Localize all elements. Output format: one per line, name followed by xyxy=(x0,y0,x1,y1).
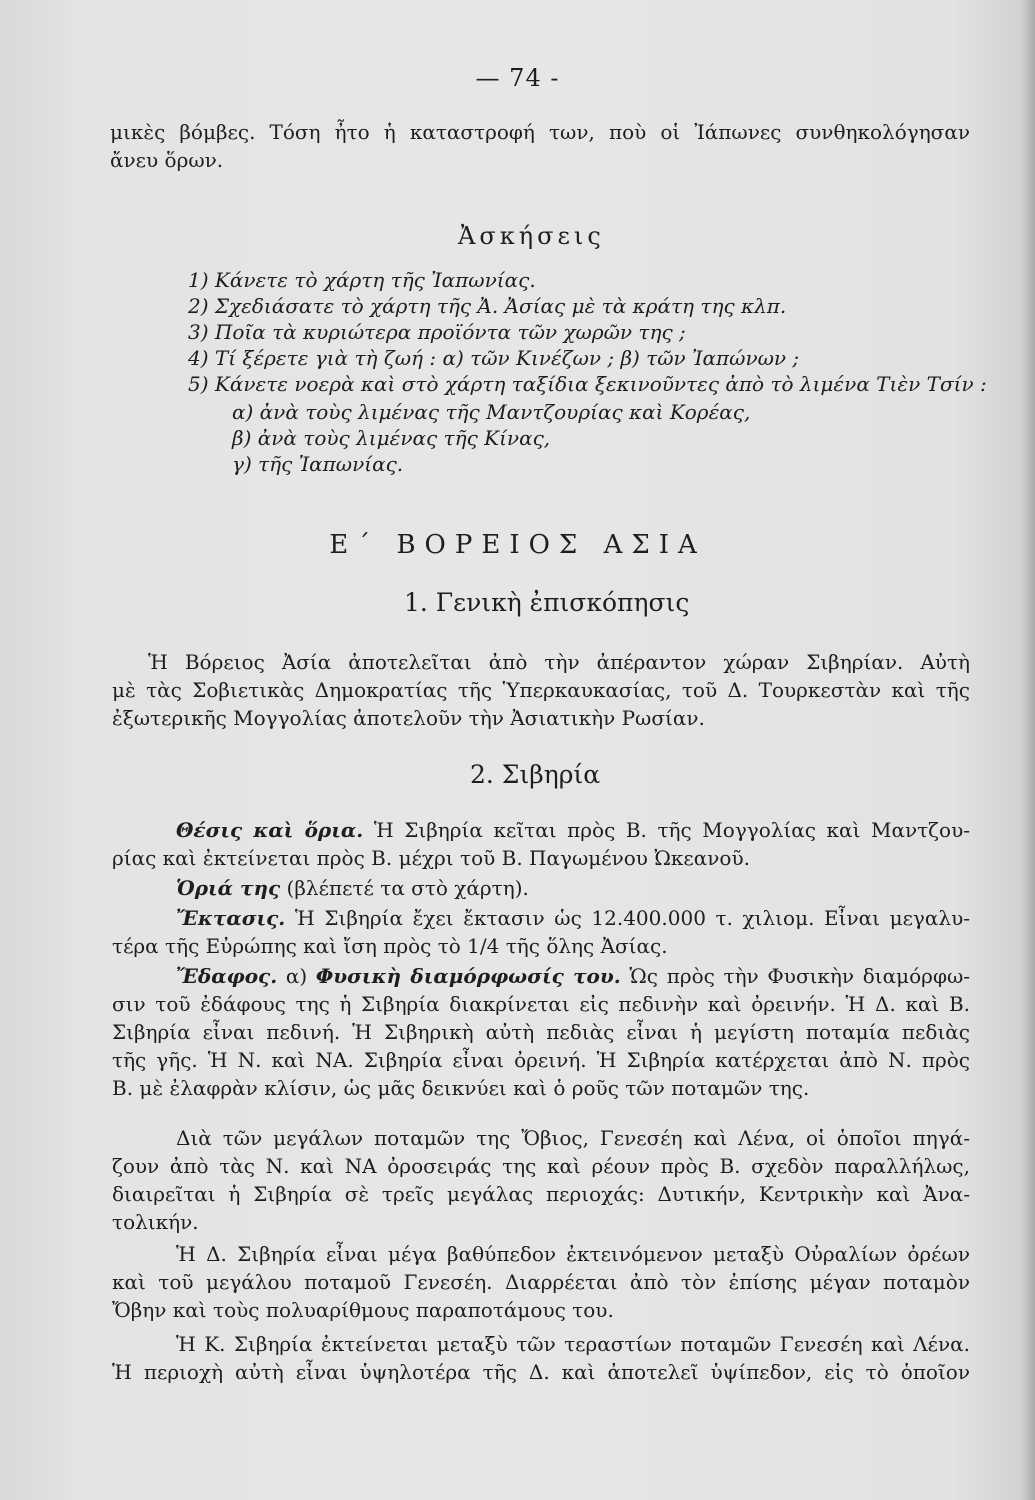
paragraph-terrain-line-5: Β. μὲ ἐλαφρὰν κλίσιν, ὡς μᾶς δεικνύει καὶ ὁ ροῦς τῶν ποταμῶν της. xyxy=(112,1076,810,1100)
section-1-line-1: Ἡ Βόρειος Ἀσία ἀποτελεῖται ἀπὸ τὴν ἀπέραντον χώραν Σιβηρίαν. Αὐτὴ xyxy=(148,650,970,674)
terrain-lead: Ἔδαφος. xyxy=(176,964,278,988)
exercise-item-3: 3) Ποῖα τὰ κυριώτερα προϊόντα τῶν χωρῶν της ; xyxy=(188,320,686,344)
paragraph-rivers-line-1: Διὰ τῶν μεγάλων ποταμῶν της Ὄβιος, Γενεσέη καὶ Λένα, οἱ ὁποῖοι πηγά- xyxy=(176,1126,970,1150)
paragraph-terrain-line-3: Σιβηρία εἶναι πεδινή. Ἡ Σιβηρικὴ αὐτὴ πεδιὰς εἶναι ἡ μεγίστη ποταμία πεδιὰς xyxy=(112,1020,970,1044)
exercise-subitem-a: α) ἀνὰ τοὺς λιμένας τῆς Μαντζουρίας καὶ Κορέας, xyxy=(232,400,751,424)
section-1-line-2: μὲ τὰς Σοβιετικὰς Δημοκρατίας τῆς Ὑπερκαυκασίας, τοῦ Δ. Τουρκεστὰν καὶ τῆς xyxy=(112,678,970,702)
chapter-title: Ε΄ ΒΟΡΕΙΟΣ ΑΣΙΑ xyxy=(329,530,706,560)
paragraph-terrain-line-4: τῆς γῆς. Ἡ Ν. καὶ ΝΑ. Σιβηρία εἶναι ὀρεινή. Ἡ Σιβηρία κατέρχεται ἀπὸ Ν. πρὸς xyxy=(112,1048,970,1072)
intro-line-1: μικὲς βόμβες. Τόση ἦτο ἡ καταστροφή των, ποὺ οἱ Ἰάπωνες συνθηκολόγησαν xyxy=(110,120,970,144)
paragraph-position-line-1 xyxy=(176,816,970,844)
terrain-sublead: Φυσικὴ διαμόρφωσίς του. xyxy=(315,964,621,988)
paragraph-rivers-line-2: ζουν ἀπὸ τὰς Ν. καὶ ΝΑ ὀροσειράς της καὶ ρέουν πρὸς Β. σχεδὸν παραλλήλως, xyxy=(112,1154,970,1178)
position-text: Ἡ Σιβηρία κεῖται πρὸς Β. τῆς Μογγολίας καὶ Μαντζου- xyxy=(363,818,970,842)
paragraph-west-line-2: καὶ τοῦ μεγάλου ποταμοῦ Γενεσέη. Διαρρέεται ἀπὸ τὸν ἐπίσης μέγαν ποταμὸν xyxy=(112,1270,970,1294)
section-2-title: 2. Σιβηρία xyxy=(470,760,601,789)
terrain-marker: α) xyxy=(277,964,316,988)
paragraph-position-line-2: ρίας καὶ ἐκτείνεται πρὸς Β. μέχρι τοῦ Β. Παγωμένου Ὠκεανοῦ. xyxy=(112,846,750,870)
terrain-text: Ὡς πρὸς τὴν Φυσικὴν διαμόρφω- xyxy=(620,964,971,988)
exercise-item-1: 1) Κάνετε τὸ χάρτη τῆς Ἰαπωνίας. xyxy=(188,268,536,292)
paragraph-central-line-2: Ἡ περιοχὴ αὐτὴ εἶναι ὑψηλοτέρα τῆς Δ. καὶ ἀποτελεῖ ὑψίπεδον, εἰς τὸ ὁποῖον xyxy=(112,1360,970,1384)
exercises-heading: Ἀσκήσεις xyxy=(458,222,605,250)
paragraph-central-line-1: Ἡ Κ. Σιβηρία ἐκτείνεται μεταξὺ τῶν τεραστίων ποταμῶν Γενεσέη καὶ Λένα. xyxy=(176,1332,970,1356)
paragraph-area-line-2: τέρα τῆς Εὐρώπης καὶ ἴση πρὸς τὸ 1/4 τῆς ὅλης Ἀσίας. xyxy=(112,934,668,958)
borders-lead: Ὁριά της xyxy=(176,876,281,900)
paragraph-west-line-3: Ὄβην καὶ τοὺς πολυαρίθμους παραποτάμους του. xyxy=(112,1298,614,1322)
paragraph-terrain-line-1 xyxy=(176,962,970,990)
section-1-title: 1. Γενικὴ ἐπισκόπησις xyxy=(404,588,690,617)
area-text: Ἡ Σιβηρία ἔχει ἔκτασιν ὡς 12.400.000 τ. χιλιομ. Εἶναι μεγαλυ- xyxy=(285,906,970,930)
area-lead: Ἔκτασις. xyxy=(176,906,286,930)
paragraph-west-line-1: Ἡ Δ. Σιβηρία εἶναι μέγα βαθύπεδον ἐκτεινόμενον μεταξὺ Οὐραλίων ὀρέων xyxy=(176,1242,970,1266)
paragraph-terrain-line-2: σιν τοῦ ἐδάφους της ἡ Σιβηρία διακρίνεται εἰς πεδινὴν καὶ ὀρεινήν. Ἡ Δ. καὶ Β. xyxy=(112,992,970,1016)
page-number: — 74 - xyxy=(475,64,560,92)
paragraph-area-line-1 xyxy=(176,904,970,932)
intro-line-2: ἄνευ ὅρων. xyxy=(110,148,224,172)
paragraph-rivers-line-4: τολικήν. xyxy=(112,1210,199,1234)
exercise-item-4: 4) Τί ξέρετε γιὰ τὴ ζωή : α) τῶν Κινέζων ; β) τῶν Ἰαπώνων ; xyxy=(188,346,800,370)
paragraph-borders xyxy=(176,874,529,902)
exercise-subitem-b: β) ἀνὰ τοὺς λιμένας τῆς Κίνας, xyxy=(232,426,551,450)
paragraph-rivers-line-3: διαιρεῖται ἡ Σιβηρία σὲ τρεῖς μεγάλας περιοχάς: Δυτικήν, Κεντρικὴν καὶ Ἀνα- xyxy=(112,1182,970,1206)
section-1-line-3: ἐξωτερικῆς Μογγολίας ἀποτελοῦν τὴν Ἀσιατικὴν Ρωσίαν. xyxy=(112,706,705,730)
borders-text: (βλέπετέ τα στὸ χάρτη). xyxy=(280,876,529,900)
page-edge-shadow xyxy=(1021,0,1035,1500)
exercise-subitem-c: γ) τῆς Ἰαπωνίας. xyxy=(232,452,404,476)
exercise-item-2: 2) Σχεδιάσατε τὸ χάρτη τῆς Ἀ. Ἀσίας μὲ τὰ κράτη της κλπ. xyxy=(188,294,787,318)
position-lead: Θέσις καὶ ὅρια. xyxy=(176,818,364,842)
exercise-item-5: 5) Κάνετε νοερὰ καὶ στὸ χάρτη ταξίδια ξεκινοῦντες ἀπὸ τὸ λιμένα Τιὲν Τσίν : xyxy=(188,372,987,396)
